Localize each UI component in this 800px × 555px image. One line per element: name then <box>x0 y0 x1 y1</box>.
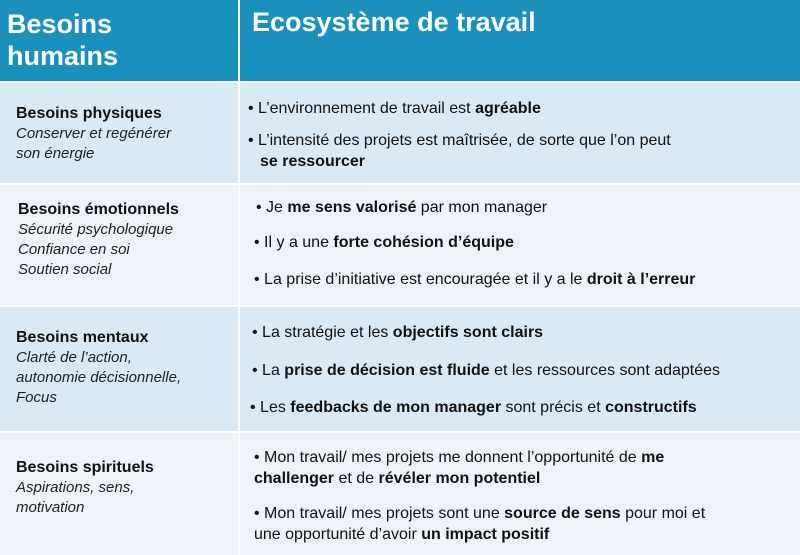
emphasis-text: objectifs sont clairs <box>392 324 544 341</box>
row-mental-needs <box>0 307 800 431</box>
bullet-text: sont précis et <box>501 399 606 416</box>
bullet-item <box>256 197 547 218</box>
category-cell <box>0 307 238 431</box>
emphasis-text: droit à l’erreur <box>586 271 696 288</box>
bullet-item-continuation <box>260 151 365 172</box>
category-subtitle: Aspirations, sens, motivation <box>16 479 135 516</box>
bullet-item <box>250 397 697 418</box>
bullet-text: • L’environnement de travail est <box>248 100 476 117</box>
bullet-text: • L’intensité des projets est maîtrisée, de sorte que l’on peut <box>248 132 671 149</box>
row-spiritual-needs <box>0 433 800 555</box>
bullet-item <box>252 360 720 381</box>
bullet-text: • Mon travail/ mes projets sont une <box>254 505 505 522</box>
emphasis-text: constructifs <box>605 399 697 416</box>
bullet-item <box>248 98 541 119</box>
bullet-item-continuation <box>254 524 549 545</box>
category-cell <box>0 185 238 305</box>
bullet-text: une opportunité d’avoir <box>254 526 422 543</box>
emphasis-text: source de sens <box>504 505 621 522</box>
bullet-text: • La <box>252 362 285 379</box>
bullet-text: et de <box>334 470 379 487</box>
emphasis-text: me sens valorisé <box>287 199 417 216</box>
bullet-item <box>254 269 695 290</box>
bullet-item <box>252 322 543 343</box>
ecosystem-cell <box>240 307 800 431</box>
emphasis-text: un impact positif <box>421 526 550 543</box>
bullet-item <box>248 130 671 151</box>
emphasis-text: challenger <box>254 470 335 487</box>
category-subtitle: Sécurité psychologique Confiance en soi Soutien social <box>18 221 174 278</box>
category-title: Besoins émotionnels <box>18 201 179 218</box>
ecosystem-cell <box>240 83 800 183</box>
emphasis-text: révéler mon potentiel <box>378 470 541 487</box>
category-subtitle: Conserver et regénérer son énergie <box>16 125 172 162</box>
emphasis-text: se ressourcer <box>260 153 365 170</box>
emphasis-text: feedbacks de mon manager <box>290 399 502 416</box>
category-subtitle: Clarté de l’action, autonomie décisionnelle, Focus <box>16 349 182 406</box>
category-title: Besoins physiques <box>16 105 162 122</box>
ecosystem-cell <box>240 185 800 305</box>
row-emotional-needs <box>0 185 800 305</box>
row-physical-needs <box>0 83 800 183</box>
bullet-text: pour moi et <box>620 505 706 522</box>
bullet-item-continuation <box>254 468 540 489</box>
emphasis-text: prise de décision est fluide <box>284 362 490 379</box>
bullet-text: • Je <box>256 199 288 216</box>
bullet-item <box>254 503 705 524</box>
ecosystem-cell <box>240 433 800 555</box>
bullet-text: • Les <box>250 399 291 416</box>
bullet-text: • La stratégie et les <box>252 324 393 341</box>
bullet-text: • Il y a une <box>254 234 334 251</box>
bullet-text: • Mon travail/ mes projets me donnent l’opportunité de <box>254 449 642 466</box>
bullet-text: et les ressources sont adaptées <box>489 362 721 379</box>
category-title: Besoins mentaux <box>16 329 149 346</box>
category-cell <box>0 83 238 183</box>
emphasis-text: agréable <box>475 100 541 117</box>
header-work-ecosystem <box>240 0 800 81</box>
category-title: Besoins spirituels <box>16 459 154 476</box>
header-human-needs-label: Besoins humains <box>7 9 119 71</box>
emphasis-text: forte cohésion d’équipe <box>333 234 514 251</box>
category-cell <box>0 433 238 555</box>
emphasis-text: me <box>641 449 665 466</box>
header-human-needs <box>0 0 238 81</box>
header-work-ecosystem-label: Ecosystème de travail <box>252 7 536 37</box>
bullet-item <box>254 447 664 468</box>
bullet-text: • La prise d’initiative est encouragée et il y a le <box>254 271 587 288</box>
bullet-item <box>254 232 514 253</box>
bullet-text: par mon manager <box>416 199 548 216</box>
